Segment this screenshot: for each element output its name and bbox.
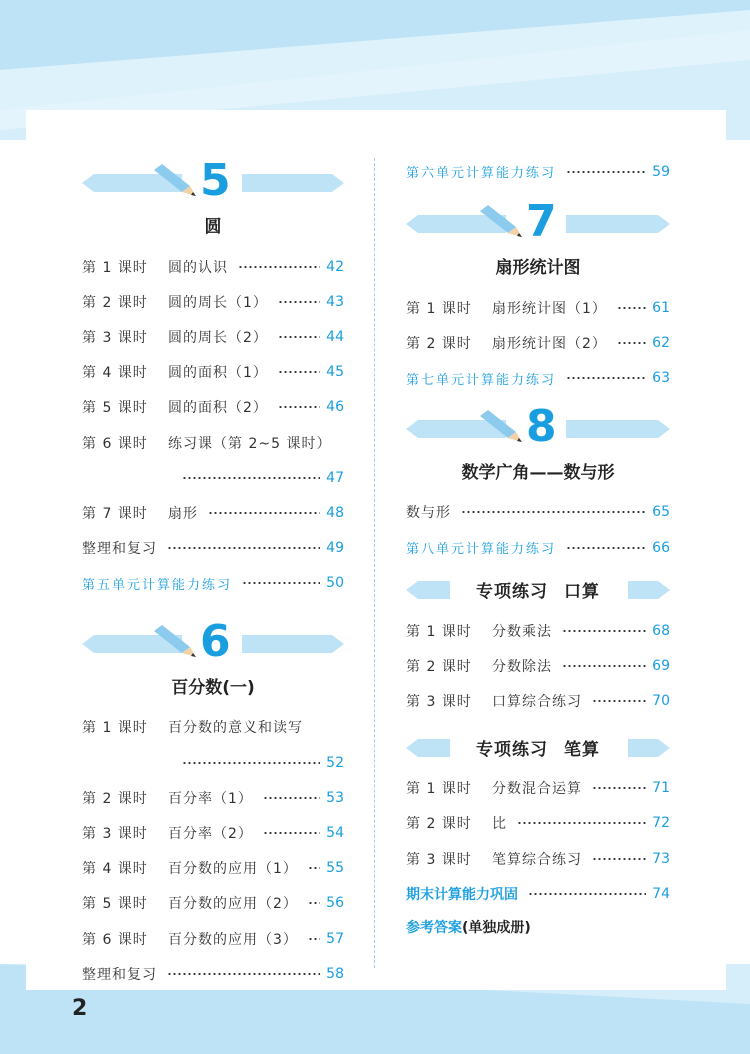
page-ref: 74 (652, 885, 670, 902)
toc-entry-review[interactable] (82, 531, 344, 566)
toc-entry[interactable] (406, 806, 670, 841)
lesson-label: 第 3 课时 (82, 826, 148, 843)
section-title: 专项练习 (476, 582, 548, 603)
answer-key-label: 参考答案 (406, 920, 462, 937)
lesson-label: 第 2 课时 (406, 335, 472, 352)
page-ref: 61 (652, 299, 670, 316)
lesson-label: 第 2 课时 (82, 294, 148, 311)
lesson-name: 圆的周长（2） (168, 329, 268, 346)
lesson-name: 圆的面积（1） (168, 365, 268, 382)
page-ref: 69 (652, 657, 670, 674)
lesson-name: 百分数的应用（1） (168, 861, 298, 878)
page-ref: 44 (326, 328, 344, 345)
oral-practice-header (406, 571, 670, 609)
toc-entry[interactable] (406, 648, 670, 683)
leader-dots (242, 582, 320, 584)
lesson-name: 分数乘法 (492, 623, 552, 640)
lesson-name: 口算综合练习 (492, 694, 582, 711)
leader-dots (617, 342, 646, 344)
section-title: 专项练习 (476, 739, 548, 760)
page-ref: 63 (652, 370, 670, 387)
page-ref: 46 (326, 399, 344, 416)
page-ref: 62 (652, 334, 670, 351)
toc-entry[interactable] (82, 319, 344, 354)
lesson-name: 笔算综合练习 (492, 851, 582, 868)
page-ref: 53 (326, 789, 344, 806)
lesson-label: 第 1 课时 (406, 300, 472, 317)
unit-title: 数学广角——数与形 (461, 462, 615, 483)
unit-5-header (82, 155, 344, 206)
lesson-label: 第 4 课时 (82, 861, 148, 878)
lesson-label: 第 5 课时 (82, 400, 148, 417)
toc-left-column (82, 155, 344, 991)
pencil-icon (152, 164, 198, 198)
lesson-name: 第五单元计算能力练习 (82, 577, 233, 593)
lesson-label: 第 7 课时 (82, 505, 148, 522)
leader-dots (167, 547, 320, 549)
leader-dots (278, 336, 320, 338)
toc-entry[interactable] (406, 613, 670, 648)
lesson-label: 第 3 课时 (406, 694, 472, 711)
toc-entry[interactable] (82, 390, 344, 425)
unit-title: 百分数(一) (171, 677, 255, 698)
unit-number: 8 (526, 400, 557, 452)
section-subtitle: 笔算 (564, 739, 600, 760)
page-ref: 43 (326, 293, 344, 310)
toc-entry[interactable] (82, 886, 344, 921)
lesson-label: 第 3 课时 (82, 329, 148, 346)
page-ref: 59 (652, 163, 670, 180)
unit-5-lessons (82, 249, 344, 601)
unit-title: 圆 (204, 217, 222, 237)
lesson-name: 整理和复习 (82, 541, 157, 558)
leader-dots (566, 171, 646, 173)
page-ref: 65 (652, 504, 670, 521)
lesson-name: 扇形统计图（1） (492, 300, 607, 317)
leader-dots (592, 858, 646, 860)
lesson-name: 扇形 (168, 505, 198, 522)
toc-entry[interactable] (406, 684, 670, 719)
toc-entry[interactable] (82, 780, 344, 815)
lesson-label: 第 1 课时 (82, 259, 148, 276)
toc-entry-calc-practice[interactable] (406, 361, 670, 396)
leader-dots (461, 511, 646, 513)
toc-entry[interactable] (82, 355, 344, 390)
leader-dots (562, 630, 646, 632)
lesson-name: 分数除法 (492, 658, 552, 675)
toc-entry[interactable] (82, 425, 344, 460)
lesson-name: 百分数的应用（2） (168, 896, 298, 913)
lesson-label: 第 5 课时 (82, 896, 148, 913)
lesson-name: 第六单元计算能力练习 (406, 166, 557, 182)
lesson-label: 第 2 课时 (82, 790, 148, 807)
lesson-label: 第 2 课时 (406, 816, 472, 833)
lesson-name: 扇形统计图（2） (492, 335, 607, 352)
lesson-label: 第 6 课时 (82, 931, 148, 948)
toc-entry[interactable] (406, 841, 670, 876)
unit-7-header (406, 196, 670, 248)
page-ref: 70 (652, 693, 670, 710)
toc-entry-calc-practice[interactable] (82, 566, 344, 601)
page-ref: 47 (326, 469, 344, 486)
lesson-name: 比 (492, 816, 507, 833)
leader-dots (182, 477, 320, 479)
unit-number: 6 (200, 615, 231, 667)
lesson-label: 第 1 课时 (406, 781, 472, 798)
unit-number: 7 (526, 196, 557, 248)
lesson-name: 圆的面积（2） (168, 400, 268, 417)
section-subtitle: 口算 (564, 582, 600, 603)
lesson-name: 百分率（1） (168, 790, 253, 807)
toc-entry[interactable] (82, 495, 344, 530)
lesson-name: 百分率（2） (168, 826, 253, 843)
lesson-label: 第 3 课时 (406, 851, 472, 868)
unit-title: 扇形统计图 (495, 258, 581, 279)
lesson-name: 分数混合运算 (492, 781, 582, 798)
page-ref: 71 (652, 780, 670, 797)
leader-dots (528, 893, 646, 895)
page-ref: 73 (652, 850, 670, 867)
leader-dots (182, 762, 320, 764)
page-ref: 48 (326, 504, 344, 521)
answer-key-note[interactable] (406, 917, 670, 937)
leader-dots (592, 700, 646, 702)
toc-entry[interactable] (82, 921, 344, 956)
unit-6-header (82, 615, 344, 667)
toc-right-column (406, 160, 670, 937)
page-ref: 42 (326, 258, 344, 275)
page-ref: 55 (326, 860, 344, 877)
lesson-label: 第 1 课时 (406, 623, 472, 640)
leader-dots (562, 665, 646, 667)
toc-entry[interactable] (82, 815, 344, 850)
lesson-label: 第 6 课时 (82, 435, 148, 452)
unit-8-header (406, 400, 670, 452)
lesson-name: 百分数的意义和读写 (168, 720, 303, 737)
pencil-icon (478, 410, 524, 444)
leader-dots (566, 377, 646, 379)
leader-dots (566, 547, 646, 549)
toc-entry[interactable] (82, 249, 344, 284)
toc-entry-continued[interactable] (82, 460, 344, 495)
leader-dots (278, 301, 320, 303)
toc-entry-calc-practice[interactable] (406, 530, 670, 565)
lesson-name: 圆的周长（1） (168, 294, 268, 311)
lesson-name: 第七单元计算能力练习 (406, 372, 557, 388)
page-ref: 45 (326, 364, 344, 381)
page-ref: 68 (652, 622, 670, 639)
unit-number: 5 (200, 155, 231, 206)
lesson-name: 整理和复习 (82, 966, 157, 983)
lesson-name: 百分数的应用（3） (168, 931, 298, 948)
toc-entry[interactable] (82, 710, 344, 745)
toc-entry[interactable] (406, 771, 670, 806)
leader-dots (208, 512, 320, 514)
leader-dots (308, 938, 320, 940)
leader-dots (517, 822, 646, 824)
lesson-label: 第 1 课时 (82, 720, 148, 737)
lesson-name: 练习课（第 2~5 课时） (168, 435, 332, 452)
leader-dots (592, 787, 646, 789)
toc-entry-review[interactable] (82, 956, 344, 991)
lesson-label: 第 4 课时 (82, 365, 148, 382)
page-ref: 57 (326, 930, 344, 947)
answer-key-note-text: (单独成册) (462, 920, 531, 937)
lesson-label: 第 2 课时 (406, 658, 472, 675)
page-ref: 49 (326, 540, 344, 557)
leader-dots (308, 902, 320, 904)
page-ref: 72 (652, 815, 670, 832)
toc-entry-calc-practice[interactable] (406, 154, 670, 189)
pencil-icon (478, 205, 524, 239)
leader-dots (263, 832, 320, 834)
page-number: 2 (72, 996, 88, 1021)
leader-dots (278, 406, 320, 408)
lesson-name: 期末计算能力巩固 (406, 886, 518, 903)
toc-entry[interactable] (406, 325, 670, 360)
toc-entry-continued[interactable] (82, 745, 344, 780)
pencil-icon (152, 625, 198, 659)
page-ref: 50 (326, 575, 344, 592)
written-practice-header (406, 729, 670, 767)
unit-6-lessons (82, 710, 344, 992)
toc-entry[interactable] (406, 290, 670, 325)
column-divider (374, 158, 375, 968)
leader-dots (308, 867, 320, 869)
toc-entry[interactable] (82, 851, 344, 886)
page-ref: 58 (326, 965, 344, 982)
leader-dots (167, 973, 320, 975)
leader-dots (278, 371, 320, 373)
page-ref: 52 (326, 754, 344, 771)
leader-dots (238, 266, 320, 268)
page-ref: 66 (652, 539, 670, 556)
lesson-name: 圆的认识 (168, 259, 228, 276)
leader-dots (617, 307, 646, 309)
leader-dots (263, 797, 320, 799)
page-ref: 54 (326, 825, 344, 842)
lesson-name: 数与形 (406, 505, 451, 522)
lesson-name: 第八单元计算能力练习 (406, 542, 557, 558)
toc-entry[interactable] (406, 495, 670, 530)
page-ref: 56 (326, 895, 344, 912)
toc-entry[interactable] (82, 284, 344, 319)
toc-entry-final-review[interactable] (406, 876, 670, 911)
